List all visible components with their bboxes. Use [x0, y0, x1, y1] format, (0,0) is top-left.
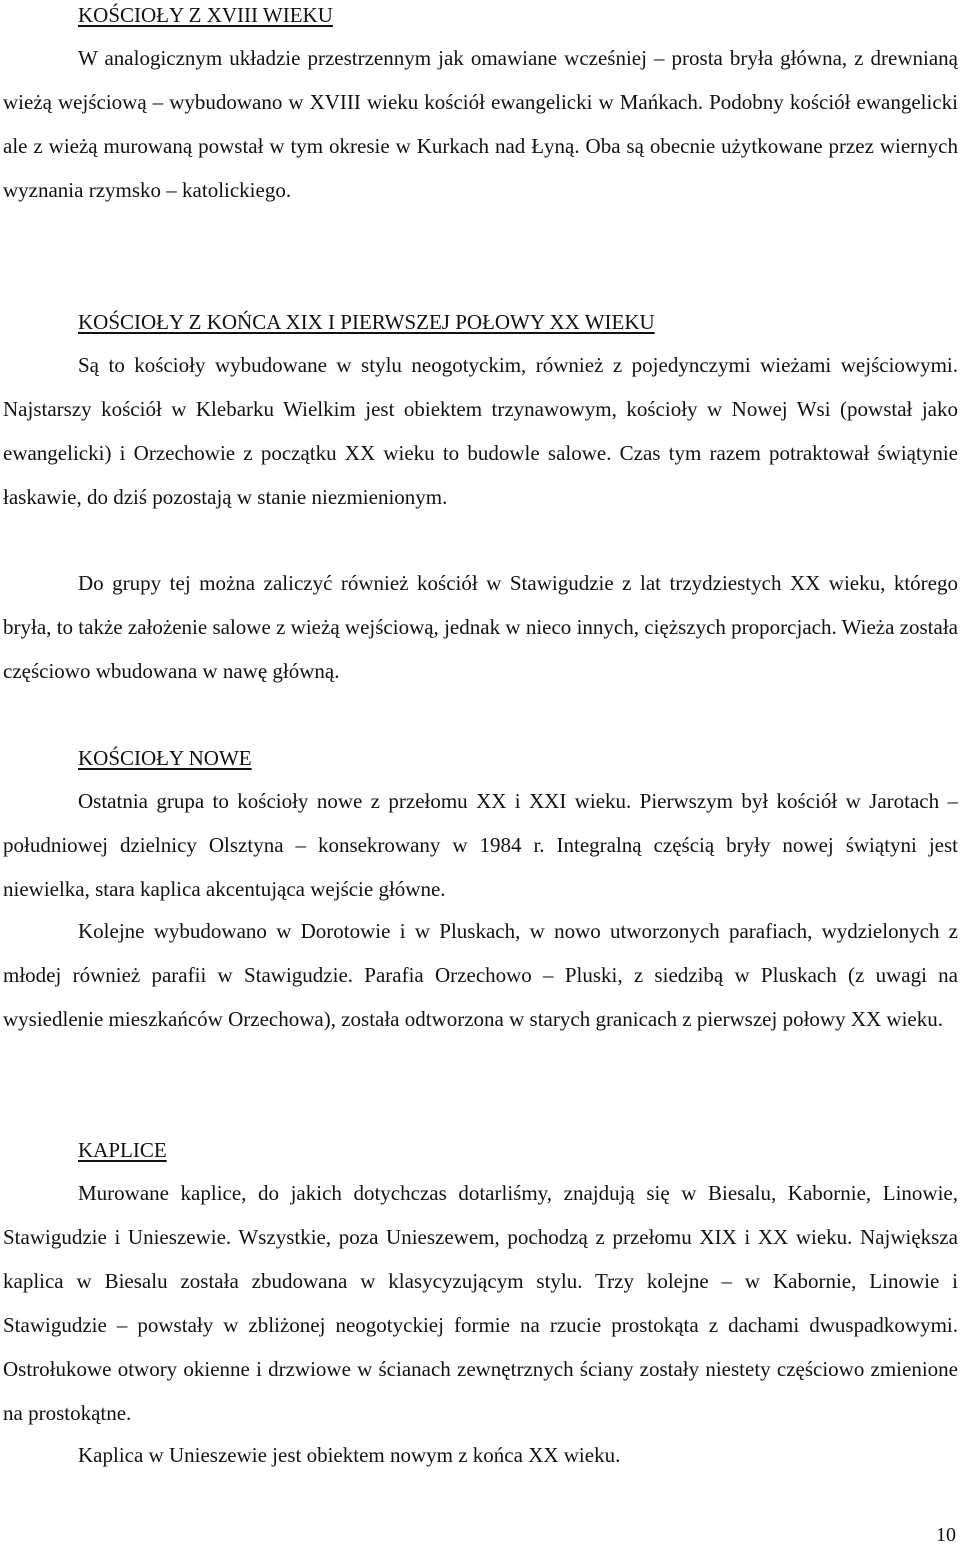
section-heading: KOŚCIOŁY NOWE [78, 746, 252, 770]
section-heading: KAPLICE [78, 1138, 167, 1162]
paragraph: Są to kościoły wybudowane w stylu neogotyckim, również z pojedynczymi wieżami wejściowymi. Najstarszy kościół w Klebarku Wielkim jest obiektem trzynawowym, kościoły w Nowej Wsi (powstał jako ewangelicki) i Orzechowie z początku XX wieku to budowle salowe. Czas tym razem potraktował świątynie łaskawie, do dziś pozostają w stanie niezmienionym. [3, 353, 958, 509]
paragraph: W analogicznym układzie przestrzennym jak omawiane wcześniej – prosta bryła główna, z drewnianą wieżą wejściową – wybudowano w XVIII wieku kościół ewangelicki w Mańkach. Podobny kościół ewangelicki ale z wieżą murowaną powstał w tym okresie w Kurkach nad Łyną. Oba są obecnie użytkowane przez wiernych wyznania rzymsko – katolickiego. [3, 46, 958, 202]
section-heading: KOŚCIOŁY Z XVIII WIEKU [78, 3, 333, 27]
paragraph: Kolejne wybudowano w Dorotowie i w Pluskach, w nowo utworzonych parafiach, wydzielonych z młodej również parafii w Stawigudzie. Parafia Orzechowo – Pluski, z siedzibą w Pluskach (z uwagi na wysiedlenie mieszkańców Orzechowa), została odtworzona w starych granicach z pierwszej połowy XX wieku. [3, 919, 958, 1031]
paragraph: Kaplica w Unieszewie jest obiektem nowym z końca XX wieku. [78, 1443, 621, 1467]
paragraph: Do grupy tej można zaliczyć również kościół w Stawigudzie z lat trzydziestych XX wieku, którego bryła, to także założenie salowe z wieżą wejściową, jednak w nieco innych, cięższych proporcjach. Wieża została częściowo wbudowana w nawę główną. [3, 571, 958, 683]
page-number: 10 [936, 1524, 956, 1546]
section-heading: KOŚCIOŁY Z KOŃCA XIX I PIERWSZEJ POŁOWY XX WIEKU [78, 310, 655, 334]
paragraph: Ostatnia grupa to kościoły nowe z przełomu XX i XXI wieku. Pierwszym był kościół w Jarotach – południowej dzielnicy Olsztyna – konsekrowany w 1984 r. Integralną częścią bryły nowej świątyni jest niewielka, stara kaplica akcentująca wejście główne. [3, 789, 958, 901]
paragraph: Murowane kaplice, do jakich dotychczas dotarliśmy, znajdują się w Biesalu, Kabornie, Linowie, Stawigudzie i Unieszewie. Wszystkie, poza Unieszewem, pochodzą z przełomu XIX i XX wieku. Największa kaplica w Biesalu została zbudowana w klasycyzującym stylu. Trzy kolejne – w Kabornie, Linowie i Stawigudzie – powstały w zbliżonej neogotyckiej formie na rzucie prostokąta z dachami dwuspadkowymi. Ostrołukowe otwory okienne i drzwiowe w ścianach zewnętrznych ściany zostały niestety częściowo zmienione na prostokątne. [3, 1181, 958, 1425]
